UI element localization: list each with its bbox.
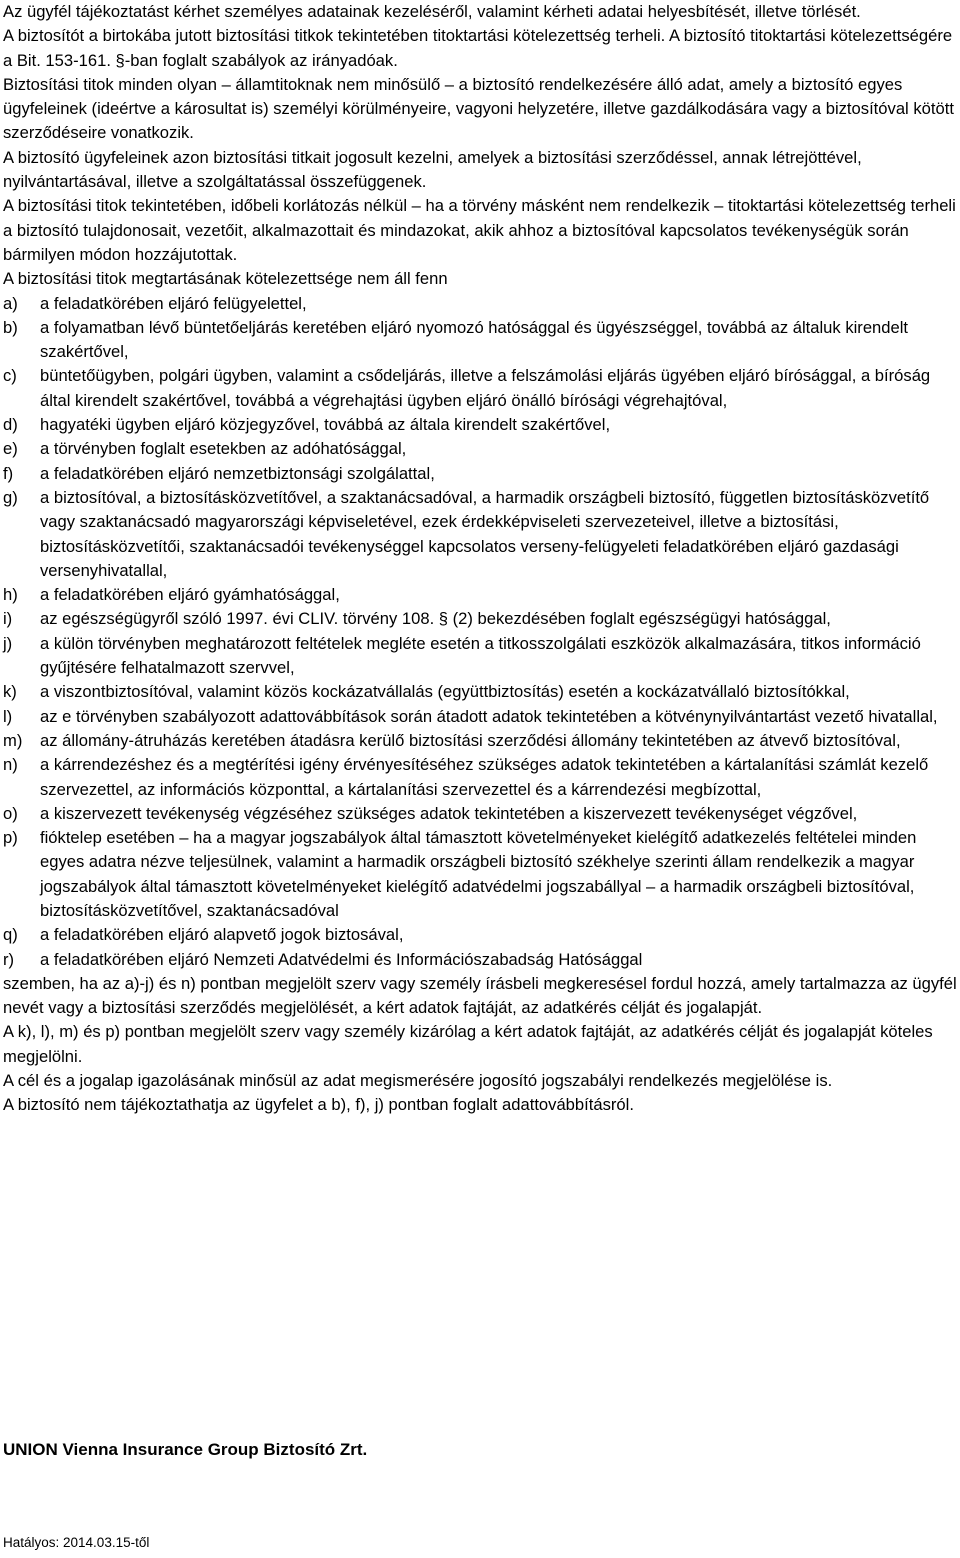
list-item-label: p) [3, 828, 18, 848]
intro-paragraph: Az ügyfél tájékoztatást kérhet személyes adatainak kezeléséről, valamint kérheti adatai helyesbítését, illetve törlését. [3, 2, 861, 21]
list-item [3, 923, 958, 947]
list-item-text: hagyatéki ügyben eljáró közjegyzővel, továbbá az általa kirendelt szakértővel, [40, 415, 611, 435]
closing-paragraph: A cél és a jogalap igazolásának minősül az adat megismerésére jogosító jogszabályi rendelkezés megjelölése is. [3, 1071, 833, 1091]
list-item-label: l) [3, 706, 13, 726]
list-item [3, 802, 958, 826]
list-item-label: o) [3, 803, 18, 823]
list-item-text: az állomány-átruházás keretében átadásra kerülő biztosítási szerződési állomány tekintetében az átvevő biztosítóval, [40, 730, 901, 750]
list-item-text: a törvényben foglalt esetekben az adóhatósággal, [40, 439, 407, 459]
list-item-text: fióktelep esetében – ha a magyar jogszabályok által támasztott követelményeket kielégítő adatkezelés feltételei minden egyes adatra nézve teljesülnek, valamint a harmadik országbeli biztosító székhelye szerinti állam rendelkezik a magyar jogszabályok által támasztott követelményeket kielégítő adatvédelmi jogszabállyal – a harmadik országbeli biztosítóval, biztosításközvetítővel, szaktanácsadóval [40, 828, 917, 920]
exception-list [3, 292, 958, 972]
intro-paragraph: A biztosítási titok megtartásának kötelezettsége nem áll fenn [3, 269, 448, 289]
list-item-text: a feladatkörében eljáró felügyelettel, [40, 293, 307, 313]
list-item [3, 364, 958, 413]
document-body [3, 0, 958, 1118]
list-item [3, 753, 958, 802]
list-item-label: r) [3, 949, 15, 969]
list-item [3, 826, 958, 923]
list-item [3, 632, 958, 681]
list-item [3, 486, 958, 583]
list-item-text: a feladatkörében eljáró Nemzeti Adatvédelmi és Információszabadság Hatósággal [40, 949, 643, 969]
list-item [3, 292, 958, 316]
list-item-text: a feladatkörében eljáró nemzetbiztonsági szolgálattal, [40, 463, 435, 483]
list-item-text: a viszontbiztosítóval, valamint közös kockázatvállalás (együttbiztosítás) esetén a kockázatvállaló biztosítókkal, [40, 682, 850, 702]
effective-date-footer: Hatályos: 2014.03.15-től [3, 1535, 150, 1550]
list-item [3, 607, 958, 631]
intro-paragraph: Biztosítási titok minden olyan – államtitoknak nem minősülő – a biztosító rendelkezésére álló adat, amely a biztosító egyes ügyfeleinek (ideértve a károsultat is) személyi körülményeire, vagyoni helyzetére, illetve gazdálkodására vagy a biztosítóval kötött szerződéseire vonatkozik. [3, 74, 954, 143]
list-item-text: az e törvényben szabályozott adattovábbítások során átadott adatok tekintetében a kötvénynyilvántartást vezető hivatallal, [40, 706, 938, 726]
company-name: UNION Vienna Insurance Group Biztosító Zrt. [3, 1440, 368, 1459]
list-item-label: i) [3, 609, 13, 629]
list-item-text: büntetőügyben, polgári ügyben, valamint a csődeljárás, illetve a felszámolási eljárás ügyében eljáró bírósággal, a bíróság által kirendelt szakértővel, továbbá a végrehajtási ügyben eljáró önálló bírósági végrehajtóval, [40, 366, 931, 410]
list-item-label: h) [3, 585, 18, 605]
list-item-text: a biztosítóval, a biztosításközvetítővel, a szaktanácsadóval, a harmadik országbeli biztosító, független biztosításközvetítő vagy szaktanácsadó magyarországi képviseletével, ezek érdekképviseleti szervezeteivel, illetve a biztosítási, biztosításközvetítői, szaktanácsadói tevékenységgel kapcsolatos verseny-felügyeleti feladatkörében eljáró gazdasági versenyhivatallal, [40, 487, 930, 580]
list-item-label: d) [3, 415, 18, 435]
list-item-label: n) [3, 755, 18, 775]
list-item [3, 413, 958, 437]
list-item-label: q) [3, 925, 18, 945]
list-item-text: a folyamatban lévő büntetőeljárás keretében eljáró nyomozó hatósággal és ügyészséggel, továbbá az általuk kirendelt szakértővel, [40, 317, 909, 362]
list-item-label: f) [3, 463, 14, 483]
intro-paragraph: A biztosító ügyfeleinek azon biztosítási titkait jogosult kezelni, amelyek a biztosítási szerződéssel, annak létrejöttével, nyilvántartásával, illetve a szolgáltatással összefüggenek. [3, 147, 862, 192]
list-item-text: az egészségügyről szóló 1997. évi CLIV. törvény 108. § (2) bekezdésében foglalt egészségügyi hatósággal, [40, 609, 831, 629]
list-item [3, 583, 958, 607]
list-item-text: a kárrendezéshez és a megtérítési igény érvényesítéséhez szükséges adatok tekintetében a kártalanítási számlát kezelő szervezettel, az információs központtal, a kártalanítási szervezettel és a kárrendezési megbízottal, [40, 755, 929, 799]
list-item [3, 680, 958, 704]
closing-paragraph: A k), l), m) és p) pontban megjelölt szerv vagy személy kizárólag a kért adatok fajtáját, az adatkérés célját és jogalapját köteles megjelölni. [3, 1022, 933, 1066]
list-item-text: a feladatkörében eljáró alapvető jogok biztosával, [40, 925, 404, 945]
list-item-label: e) [3, 439, 18, 459]
list-item-label: c) [3, 366, 17, 386]
intro-paragraph: A biztosítási titok tekintetében, időbeli korlátozás nélkül – ha a törvény másként nem rendelkezik – titoktartási kötelezettség terheli a biztosító tulajdonosait, vezetőit, alkalmazottait és mindazokat, akik ahhoz a biztosítóval kapcsolatos tevékenységük során bármilyen módon hozzájutottak. [3, 196, 956, 264]
list-item-label: k) [3, 682, 17, 702]
list-item-label: b) [3, 317, 18, 337]
closing-paragraph: A biztosító nem tájékoztathatja az ügyfelet a b), f), j) pontban foglalt adattovábbításról. [3, 1095, 634, 1115]
list-item-label: g) [3, 487, 18, 507]
list-item [3, 729, 958, 753]
closing-paragraph: szemben, ha az a)-j) és n) pontban megjelölt szerv vagy személy írásbeli megkeresésel fordul hozzá, amely tartalmazza az ügyfél nevét vagy a biztosítási szerződés megjelölését, a kért adatok fajtáját, az adatkérés célját és jogalapját. [3, 973, 957, 1018]
list-item-label: a) [3, 293, 18, 313]
list-item [3, 437, 958, 461]
list-item-label: j) [3, 633, 13, 653]
list-item-label: m) [3, 730, 23, 750]
list-item-text: a feladatkörében eljáró gyámhatósággal, [40, 585, 340, 605]
list-item-text: a kiszervezett tevékenység végzéséhez szükséges adatok tekintetében a kiszervezett tevékenységet végzővel, [40, 803, 858, 823]
list-item [3, 316, 958, 365]
intro-paragraph: A biztosítót a birtokába jutott biztosítási titkok tekintetében titoktartási kötelezettség terheli. A biztosító titoktartási kötelezettségére a Bit. 153-161. §-ban foglalt szabályok az irányadóak. [3, 26, 953, 70]
list-item [3, 948, 958, 972]
list-item [3, 462, 958, 486]
list-item-text: a külön törvényben meghatározott feltételek megléte esetén a titkosszolgálati eszközök alkalmazására, titkos információ gyűjtésére felhatalmazott szervvel, [40, 633, 921, 678]
list-item [3, 705, 958, 729]
